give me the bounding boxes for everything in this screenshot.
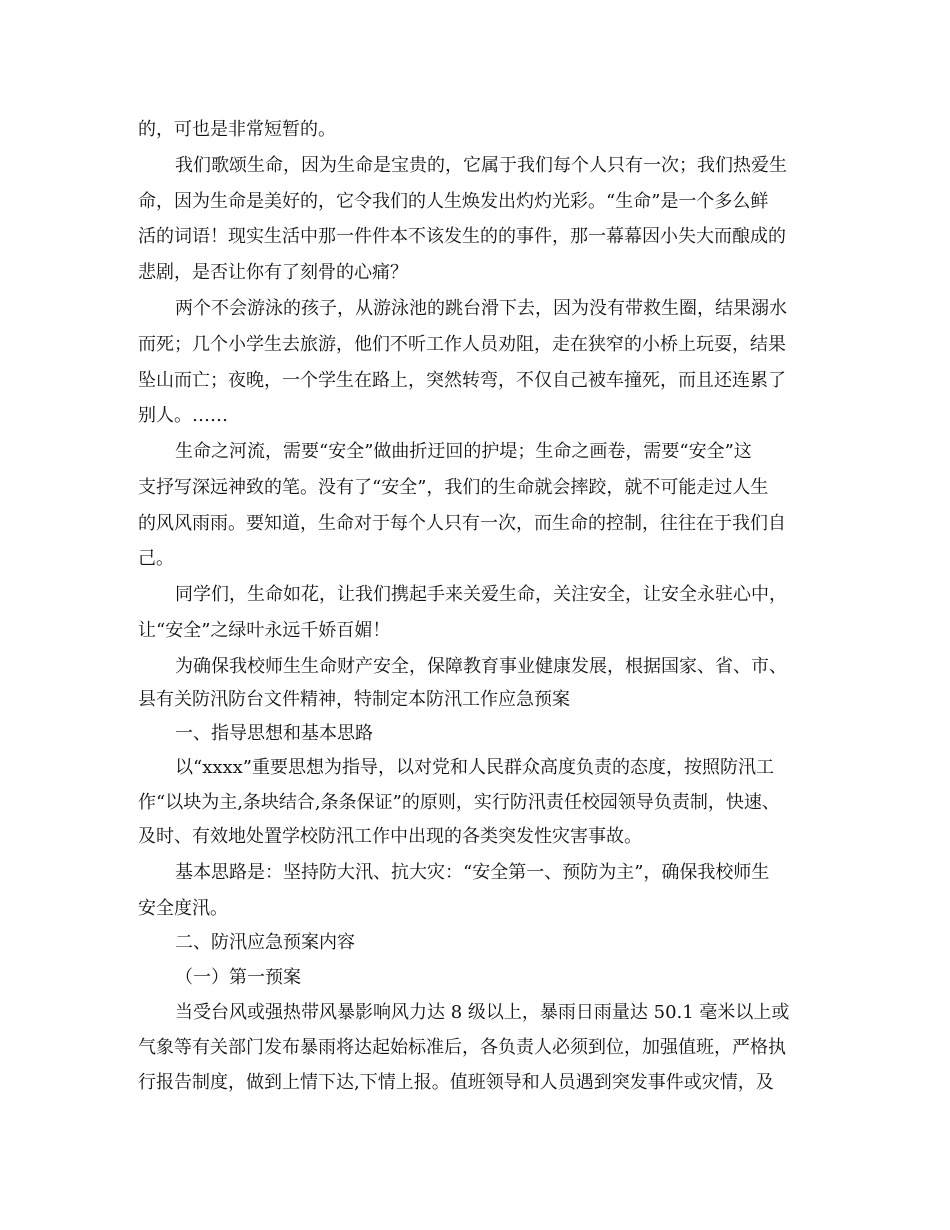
text-line: 以“xxxx”重要思想为指导，以对党和人民群众高度负责的态度，按照防汛工 [175,757,775,778]
text-line: 两个不会游泳的孩子，从游泳池的跳台滑下去，因为没有带救生圈，结果溺水 [175,298,787,319]
text-line: 我们歌颂生命，因为生命是宝贵的，它属于我们每个人只有一次；我们热爱生 [175,155,787,176]
subsection-heading: （一）第一预案 [175,967,301,988]
section-heading: 二、防汛应急预案内容 [175,932,355,953]
text-line: 县有关防汛防台文件精神，特制定本防汛工作应急预案 [138,689,570,710]
text-line: 的风风雨雨。要知道，生命对于每个人只有一次，而生命的控制，往往在于我们自 [138,513,786,534]
text-line: 让“安全”之绿叶永远千娇百媚！ [138,620,391,641]
text-line: 活的词语！现实生活中那一件件本不该发生的的事件，那一幕幕因小失大而酿成的 [138,226,786,247]
text-line: 及时、有效地处置学校防汛工作中出现的各类突发性灾害事故。 [138,826,642,847]
text-line: 行报告制度，做到上情下达,下情上报。值班领导和人员遇到突发事件或灾情，及 [138,1072,774,1093]
text-line: 安全度汛。 [138,898,228,919]
text-line: 命，因为生命是美好的，它令我们的人生焕发出灼灼光彩。“生命”是一个多么鲜 [138,191,769,212]
text-line: 支抒写深远神致的笔。没有了“安全”，我们的生命就会摔跤，就不可能走过人生 [138,477,769,498]
text-line: 气象等有关部门发布暴雨将达起始标准后，各负责人必须到位，加强值班，严格执 [138,1037,786,1058]
text-line: 坠山而亡；夜晚，一个学生在路上，突然转弯，不仅自己被车撞死，而且还连累了 [138,370,786,391]
text-line: 己。 [138,548,174,569]
text-line: 别人。…… [138,405,228,426]
text-line: 当受台风或强热带风暴影响风力达 8 级以上，暴雨日雨量达 50.1 毫米以上或 [175,1002,790,1023]
text-line: 的，可也是非常短暂的。 [138,119,336,140]
text-line: 基本思路是：坚持防大汛、抗大灾：“安全第一、预防为主”，确保我校师生 [175,862,770,883]
text-line: 悲剧，是否让你有了刻骨的心痛？ [138,262,408,283]
text-line: 为确保我校师生生命财产安全，保障教育事业健康发展，根据国家、省、市、 [175,656,787,677]
section-heading: 一、指导思想和基本思路 [175,723,373,744]
text-line: 生命之河流，需要“安全”做曲折迂回的护堤；生命之画卷，需要“安全”这 [175,441,752,462]
text-line: 作“以块为主,条块结合,条条保证”的原则，实行防汛责任校园领导负责制，快速、 [138,792,780,813]
text-line: 同学们，生命如花，让我们携起手来关爱生命，关注安全，让安全永驻心中， [175,584,787,605]
text-line: 而死；几个小学生去旅游，他们不听工作人员劝阻，走在狭窄的小桥上玩耍，结果 [138,334,786,355]
